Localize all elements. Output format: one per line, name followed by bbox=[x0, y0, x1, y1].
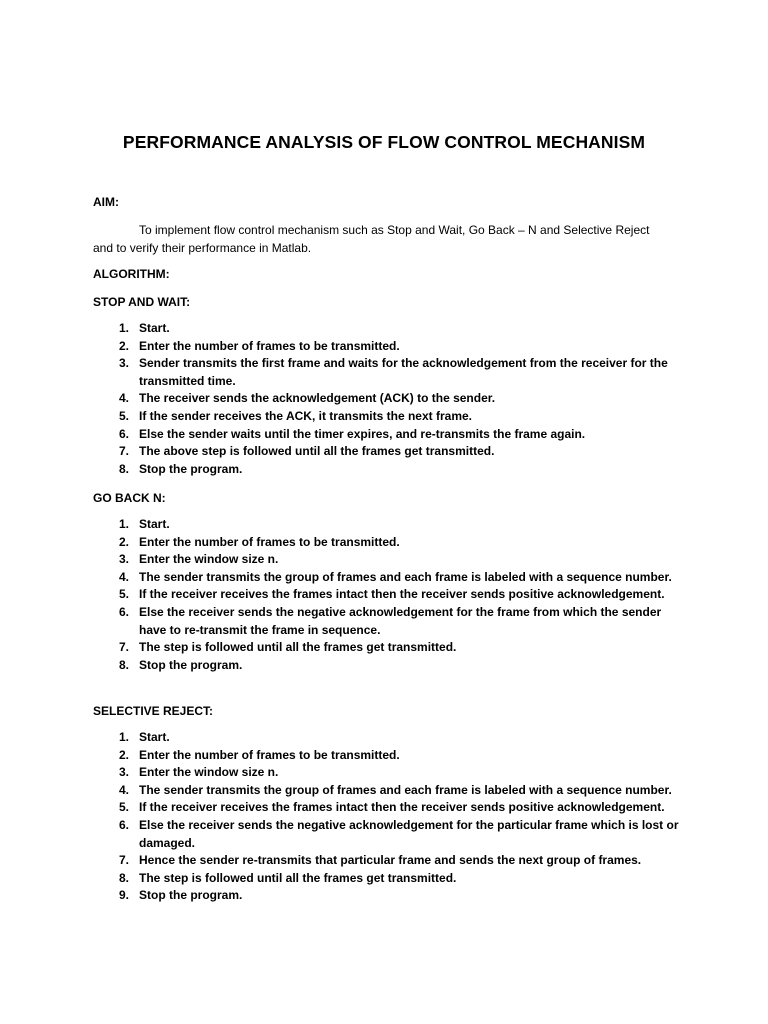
list-item-number: 1. bbox=[118, 321, 129, 335]
list-item-number: 5. bbox=[118, 800, 129, 815]
list-item-text: Enter the number of frames to be transmitted. bbox=[139, 338, 400, 353]
list-item-text: If the sender receives the ACK, it transmits the next frame. bbox=[139, 408, 472, 423]
list-item-text: The step is followed until all the frames get transmitted. bbox=[139, 640, 457, 655]
list-item bbox=[93, 408, 683, 426]
list-item-text: The sender transmits the group of frames and each frame is labeled with a sequence number. bbox=[139, 569, 672, 584]
list-item-number: 9. bbox=[118, 888, 129, 903]
list-item-number: 6. bbox=[118, 604, 129, 619]
list-item-number: 6. bbox=[118, 426, 129, 441]
list-item-number: 7. bbox=[118, 853, 129, 868]
list-item-number: 4. bbox=[118, 782, 129, 797]
list-item bbox=[93, 390, 683, 408]
stop-and-wait-steps bbox=[93, 320, 683, 478]
list-item-number: 1. bbox=[118, 730, 129, 744]
list-item-text: The receiver sends the acknowledgement (ACK) to the sender. bbox=[139, 391, 496, 406]
list-item bbox=[93, 338, 683, 356]
list-item bbox=[93, 461, 683, 479]
list-item bbox=[93, 887, 683, 905]
list-item-number: 4. bbox=[118, 391, 129, 406]
list-item-number: 2. bbox=[118, 338, 129, 353]
list-item bbox=[93, 516, 683, 534]
list-item-text: Stop the program. bbox=[139, 888, 243, 903]
list-item bbox=[93, 320, 683, 338]
list-item-number: 7. bbox=[118, 444, 129, 459]
list-item-number: 8. bbox=[118, 461, 129, 476]
list-item-text: The above step is followed until all the frames get transmitted. bbox=[139, 444, 495, 459]
list-item-text: The sender transmits the group of frames and each frame is labeled with a sequence number. bbox=[139, 782, 672, 797]
list-item bbox=[93, 870, 683, 888]
list-item-text: Enter the window size n. bbox=[139, 552, 279, 567]
list-item-number: 8. bbox=[118, 657, 129, 672]
list-item-number: 2. bbox=[118, 747, 129, 762]
list-item-text: Else the receiver sends the negative acknowledgement for the frame from which the sender have to re-transmit the frame in sequence. bbox=[139, 604, 662, 637]
list-item-text: Enter the number of frames to be transmitted. bbox=[139, 747, 400, 762]
list-item-text: Sender transmits the first frame and waits for the acknowledgement from the receiver for the transmitted time. bbox=[139, 356, 668, 388]
aim-label: AIM: bbox=[93, 195, 119, 209]
stop-and-wait-label: STOP AND WAIT: bbox=[93, 295, 191, 309]
list-item bbox=[93, 604, 683, 639]
list-item-text: If the receiver receives the frames intact then the receiver sends positive acknowledgement. bbox=[139, 800, 665, 815]
list-item-number: 6. bbox=[118, 817, 129, 832]
go-back-n-steps bbox=[93, 516, 683, 674]
page-title: PERFORMANCE ANALYSIS OF FLOW CONTROL MECHANISM bbox=[122, 132, 646, 152]
list-item-text: Start. bbox=[139, 517, 170, 531]
aim-text: To implement flow control mechanism such as Stop and Wait, Go Back – N and Selective Reject and to verify their performance in Matlab. bbox=[93, 223, 650, 255]
list-item-number: 7. bbox=[118, 640, 129, 655]
list-item bbox=[93, 426, 683, 444]
list-item bbox=[93, 799, 683, 817]
list-item-text: Enter the window size n. bbox=[139, 765, 279, 780]
list-item-text: Else the sender waits until the timer expires, and re-transmits the frame again. bbox=[139, 426, 586, 441]
list-item bbox=[93, 852, 683, 870]
list-item bbox=[93, 551, 683, 569]
algorithm-label: ALGORITHM: bbox=[93, 267, 170, 281]
list-item bbox=[93, 355, 683, 390]
aim-paragraph bbox=[93, 221, 663, 257]
go-back-n-label: GO BACK N: bbox=[93, 491, 166, 505]
list-item-number: 4. bbox=[118, 569, 129, 584]
list-item bbox=[93, 569, 683, 587]
list-item-text: Stop the program. bbox=[139, 461, 243, 476]
list-item-number: 8. bbox=[118, 870, 129, 885]
list-item bbox=[93, 729, 683, 747]
list-item-text: Start. bbox=[139, 321, 170, 335]
list-item-text: Hence the sender re-transmits that particular frame and sends the next group of frames. bbox=[139, 853, 642, 868]
list-item-text: Start. bbox=[139, 730, 170, 744]
list-item-number: 3. bbox=[118, 356, 129, 371]
selective-reject-steps bbox=[93, 729, 683, 905]
list-item bbox=[93, 782, 683, 800]
list-item bbox=[93, 443, 683, 461]
list-item bbox=[93, 586, 683, 604]
list-item-number: 3. bbox=[118, 765, 129, 780]
list-item-number: 5. bbox=[118, 587, 129, 602]
list-item bbox=[93, 817, 683, 852]
list-item bbox=[93, 747, 683, 765]
list-item-text: Else the receiver sends the negative acknowledgement for the particular frame which is lost or damaged. bbox=[139, 817, 679, 850]
selective-reject-label: SELECTIVE REJECT: bbox=[93, 704, 214, 718]
list-item-text: Stop the program. bbox=[139, 657, 243, 672]
list-item-text: The step is followed until all the frames get transmitted. bbox=[139, 870, 457, 885]
list-item-number: 1. bbox=[118, 517, 129, 531]
list-item-number: 5. bbox=[118, 408, 129, 423]
list-item bbox=[93, 534, 683, 552]
list-item bbox=[93, 764, 683, 782]
list-item-number: 2. bbox=[118, 534, 129, 549]
list-item-text: Enter the number of frames to be transmitted. bbox=[139, 534, 400, 549]
list-item bbox=[93, 639, 683, 657]
list-item-number: 3. bbox=[118, 552, 129, 567]
list-item-text: If the receiver receives the frames intact then the receiver sends positive acknowledgement. bbox=[139, 587, 665, 602]
list-item bbox=[93, 657, 683, 675]
